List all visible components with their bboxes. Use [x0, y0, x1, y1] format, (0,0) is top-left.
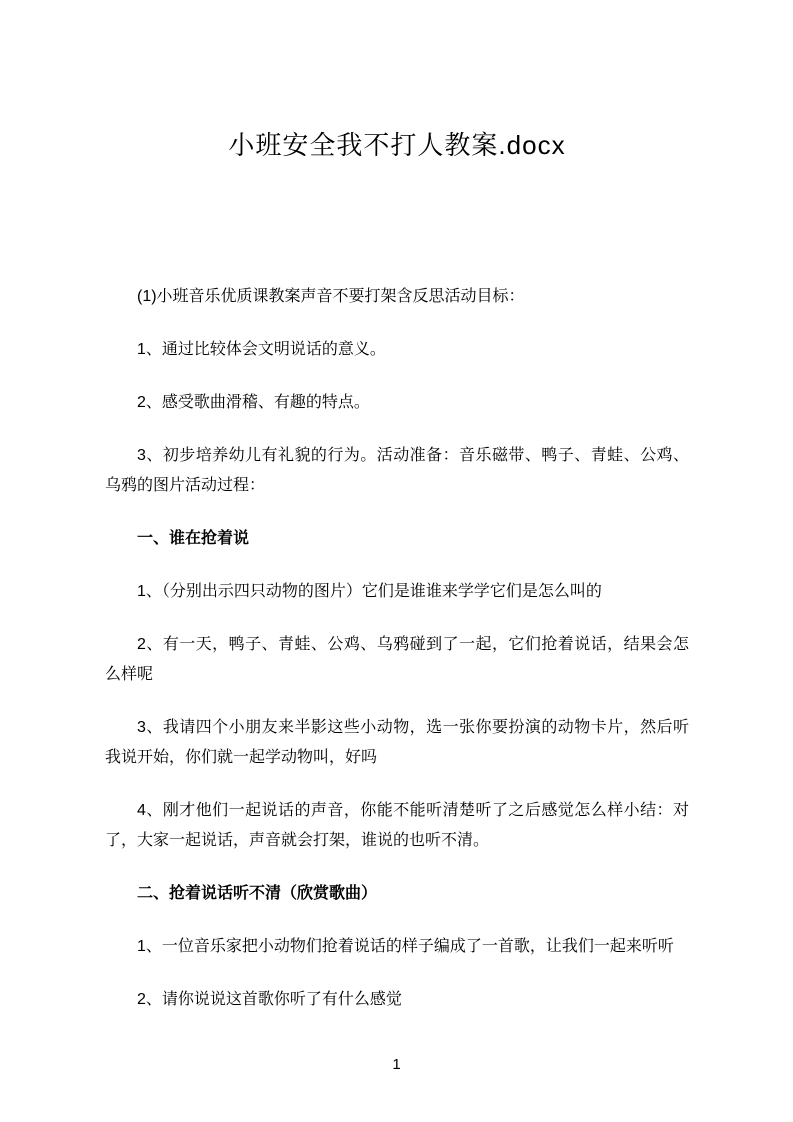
paragraph: 4、刚才他们一起说话的声音，你能不能听清楚听了之后感觉怎么样小结：对了，大家一起说话，声音就会打架，谁说的也听不清。 [105, 802, 689, 849]
page-number: 1 [392, 1056, 401, 1073]
document-title: 小班安全我不打人教案.docx [228, 130, 566, 160]
paragraph: 3、初步培养幼儿有礼貌的行为。活动准备：音乐磁带、鸭子、青蛙、公鸡、乌鸦的图片活动过程： [105, 447, 689, 494]
paragraph: (1)小班音乐优质课教案声音不要打架含反思活动目标： [137, 288, 525, 305]
document-body [105, 282, 689, 1015]
section-heading: 一、谁在抢着说 [137, 530, 250, 547]
page-footer [0, 1056, 793, 1074]
paragraph: 2、有一天，鸭子、青蛙、公鸡、乌鸦碰到了一起，它们抢着说话，结果会怎么样呢 [105, 636, 689, 683]
paragraph: 3、我请四个小朋友来半影这些小动物，选一张你要扮演的动物卡片，然后听我说开始，你们就一起学动物叫，好吗 [105, 719, 689, 766]
paragraph: 1、一位音乐家把小动物们抢着说话的样子编成了一首歌，让我们一起来听听 [137, 938, 674, 955]
paragraph: 1、（分别出示四只动物的图片）它们是谁谁来学学它们是怎么叫的 [137, 583, 602, 600]
section-heading: 二、抢着说话听不清（欣赏歌曲） [137, 885, 378, 902]
paragraph: 2、请你说说这首歌你听了有什么感觉 [137, 991, 402, 1008]
paragraph: 2、感受歌曲滑稽、有趣的特点。 [137, 394, 370, 411]
paragraph: 1、通过比较体会文明说话的意义。 [137, 341, 386, 358]
